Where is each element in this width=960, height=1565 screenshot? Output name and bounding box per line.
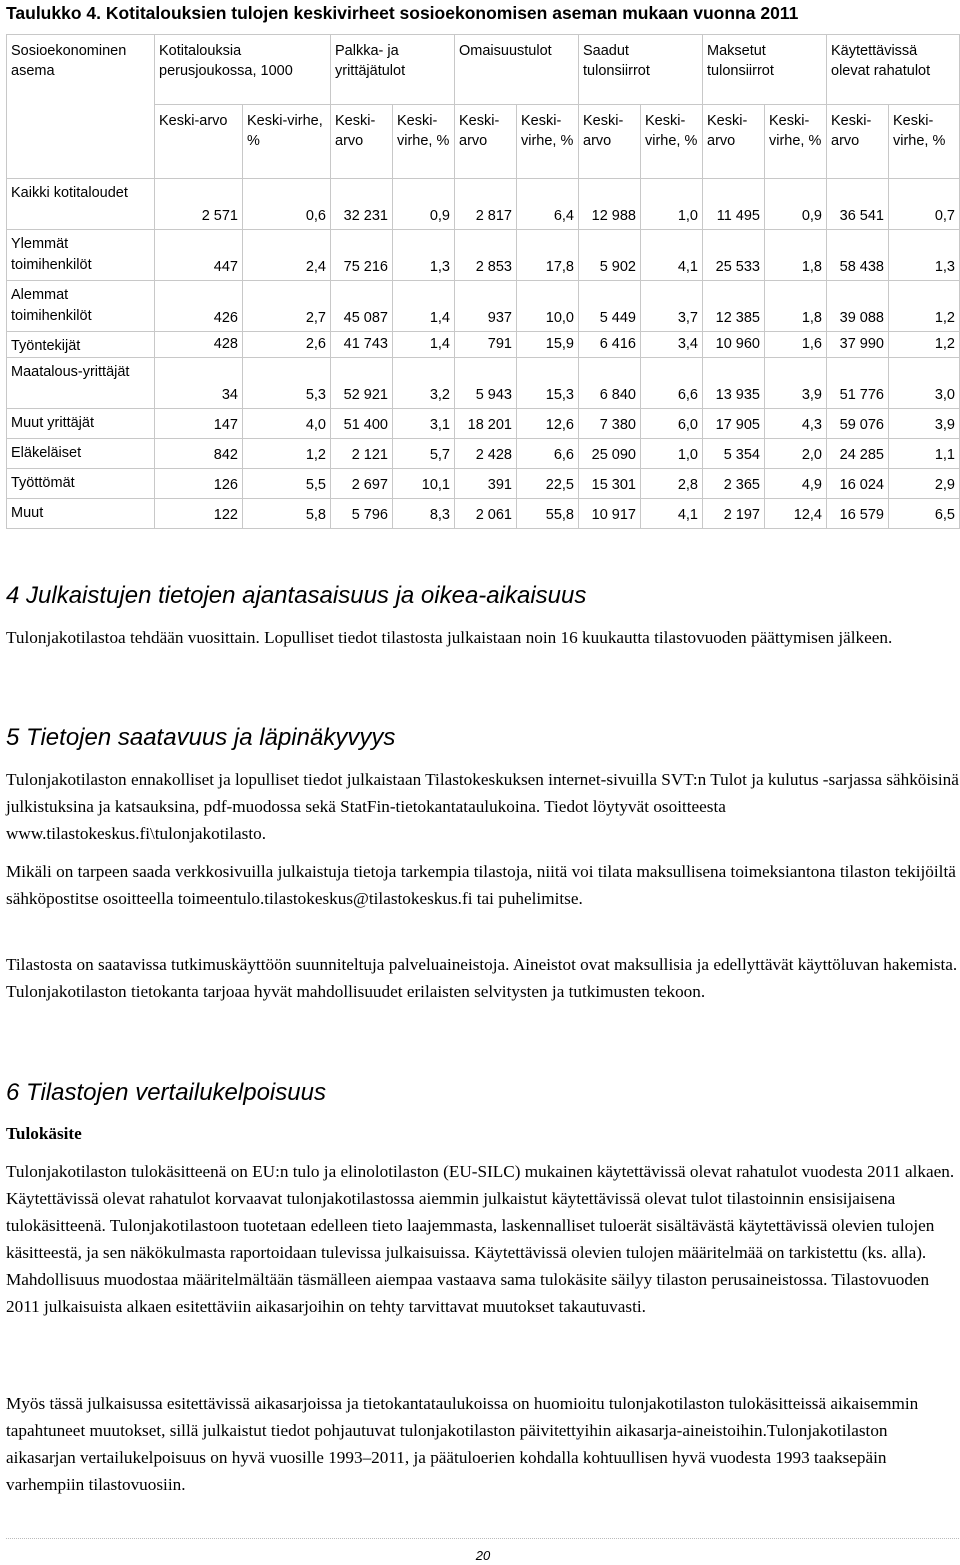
cell-error: 2,6 [243, 332, 331, 358]
cell-error: 2,4 [243, 230, 331, 281]
table-row [7, 358, 960, 409]
cell-error: 12,6 [517, 409, 579, 439]
cell-mean: 5 943 [455, 358, 517, 409]
subheader-error: Keski-virhe, % [243, 105, 331, 179]
cell-mean: 25 090 [579, 439, 641, 469]
cell-mean: 13 935 [703, 358, 765, 409]
row-label: Alemmat toimihenkilöt [7, 281, 155, 332]
cell-error: 0,9 [393, 179, 455, 230]
row-label: Kaikki kotitaloudet [7, 179, 155, 230]
cell-mean: 16 579 [827, 499, 889, 529]
cell-mean: 7 380 [579, 409, 641, 439]
cell-mean: 15 301 [579, 469, 641, 499]
table-row [7, 230, 960, 281]
cell-error: 1,3 [889, 230, 960, 281]
page-number: 20 [475, 1548, 491, 1563]
cell-error: 2,7 [243, 281, 331, 332]
cell-mean: 12 385 [703, 281, 765, 332]
cell-error: 3,4 [641, 332, 703, 358]
cell-error: 1,2 [889, 281, 960, 332]
subheader-error: Keski-virhe, % [517, 105, 579, 179]
subheader-error: Keski-virhe, % [765, 105, 827, 179]
cell-error: 1,8 [765, 281, 827, 332]
table-row [7, 332, 960, 358]
cell-mean: 11 495 [703, 179, 765, 230]
section-6-paragraph-2: Myös tässä julkaisussa esitettävissä aikasarjoissa ja tietokantataulukoissa on huomioitu tulonjakotilaston tulokäsitteissä aikaisemmin tapahtuneet muutokset, sillä julkaistut tiedot pohjautuvat tulonjakotilaston päivitettyihin aikasarja-aineistoihin.Tulonjakotilaston aikasarjan vertailukelpoisuus on hyvä vuosille 1993–2011, ja päätuloerien kohdalla kohtuullisen hyvä vuodesta 1993 taaksepäin varhempiin tilastovuosiin. [6, 1394, 919, 1494]
subheader-mean: Keski-arvo [827, 105, 889, 179]
cell-mean: 41 743 [331, 332, 393, 358]
cell-error: 15,3 [517, 358, 579, 409]
cell-mean: 2 853 [455, 230, 517, 281]
cell-mean: 39 088 [827, 281, 889, 332]
cell-error: 4,9 [765, 469, 827, 499]
section-5-paragraph-2: Mikäli on tarpeen saada verkkosivuilla julkaistuja tietoja tarkempia tilastoja, niitä voi tilata maksullisena toimeksiantona tilaston tekijöiltä sähköpostitse osoitteella toimeentulo.tilastokeskus@tilastokeskus.fi tai puhelimitse. [6, 862, 956, 908]
cell-mean: 428 [155, 332, 243, 358]
cell-mean: 10 917 [579, 499, 641, 529]
row-label: Maatalous-yrittäjät [7, 358, 155, 409]
cell-error: 1,1 [889, 439, 960, 469]
cell-error: 5,3 [243, 358, 331, 409]
cell-mean: 51 400 [331, 409, 393, 439]
cell-mean: 59 076 [827, 409, 889, 439]
cell-mean: 37 990 [827, 332, 889, 358]
cell-error: 1,2 [889, 332, 960, 358]
section-6-paragraph-1: Tulonjakotilaston tulokäsitteenä on EU:n tulo ja elinolotilaston (EU-SILC) mukainen käytettävissä olevat rahatulot vuodesta 2011 alkaen. Käytettävissä olevat rahatulot korvaavat tulonjakotilastossa aiemmin julkaistut käytettävissä olevat tulot tilastoinnin ensisijaisena tulokäsitteenä. Tulonjakotilastoon tuotetaan edelleen tieto laajemmasta, laskennalliset tuloerät sisältävästä käytettävissä olevien tulojen käsitteestä, ja sen näkökulmasta raportoidaan tulevissa julkaisuissa. Käytettävissä olevien tulojen määritelmää on tarkistettu (ks. alla). Mahdollisuus muodostaa määritelmältään täsmälleen aiempaa vastaava sama tulokäsite säilyy tilaston perusaineistossa. Tilastovuoden 2011 julkaisuista alkaen esitettäviin aikasarjoihin on tehty tarvittavat muutokset takautuvasti. [6, 1162, 955, 1316]
cell-mean: 6 840 [579, 358, 641, 409]
cell-mean: 16 024 [827, 469, 889, 499]
cell-error: 17,8 [517, 230, 579, 281]
subheader-error: Keski-virhe, % [393, 105, 455, 179]
cell-error: 3,9 [889, 409, 960, 439]
cell-mean: 2 061 [455, 499, 517, 529]
cell-error: 22,5 [517, 469, 579, 499]
cell-error: 2,0 [765, 439, 827, 469]
row-label: Työntekijät [7, 332, 155, 358]
cell-mean: 18 201 [455, 409, 517, 439]
cell-mean: 842 [155, 439, 243, 469]
section-5-paragraph-3: Tilastosta on saatavissa tutkimuskäyttöön suunniteltuja palveluaineistoja. Aineistot ovat maksullisia ja edellyttävät käyttöluvan hakemista. Tulonjakotilaston tietokanta tarjoaa hyvät mahdollisuudet erilaisten selvitysten ja tutkimusten tekoon. [6, 955, 958, 1001]
cell-mean: 791 [455, 332, 517, 358]
cell-mean: 32 231 [331, 179, 393, 230]
subheader-error: Keski-virhe, % [641, 105, 703, 179]
table-row [7, 439, 960, 469]
section-5-heading: 5 Tietojen saatavuus ja läpinäkyvyys [6, 724, 396, 751]
row-label: Ylemmät toimihenkilöt [7, 230, 155, 281]
cell-mean: 6 416 [579, 332, 641, 358]
cell-error: 6,5 [889, 499, 960, 529]
cell-error: 55,8 [517, 499, 579, 529]
cell-error: 1,4 [393, 281, 455, 332]
cell-mean: 12 988 [579, 179, 641, 230]
cell-mean: 5 354 [703, 439, 765, 469]
col-header-disposable-income: Käytettävissä olevat rahatulot [827, 35, 960, 105]
cell-mean: 58 438 [827, 230, 889, 281]
cell-error: 3,0 [889, 358, 960, 409]
cell-mean: 5 902 [579, 230, 641, 281]
section-4-paragraph-1: Tulonjakotilastoa tehdään vuosittain. Lopulliset tiedot tilastosta julkaistaan noin 16 kuukautta tilastovuoden päättymisen jälkeen. [6, 628, 893, 647]
cell-mean: 17 905 [703, 409, 765, 439]
cell-mean: 25 533 [703, 230, 765, 281]
cell-error: 15,9 [517, 332, 579, 358]
section-4-heading: 4 Julkaistujen tietojen ajantasaisuus ja oikea-aikaisuus [6, 582, 587, 609]
cell-error: 4,1 [641, 230, 703, 281]
col-header-transfers-paid: Maksetut tulonsiirrot [703, 35, 827, 105]
table-row [7, 499, 960, 529]
cell-error: 2,9 [889, 469, 960, 499]
cell-mean: 5 449 [579, 281, 641, 332]
table-caption: Taulukko 4. Kotitalouksien tulojen keskivirheet sosioekonomisen aseman mukaan vuonna 2011 [6, 3, 799, 23]
cell-error: 1,2 [243, 439, 331, 469]
table-row [7, 281, 960, 332]
subheader-error: Keski-virhe, % [889, 105, 960, 179]
table-row [7, 469, 960, 499]
cell-mean: 937 [455, 281, 517, 332]
cell-mean: 147 [155, 409, 243, 439]
subheader-mean: Keski-arvo [455, 105, 517, 179]
col-header-households: Kotitalouksia perusjoukossa, 1000 [155, 35, 331, 105]
subheader-mean: Keski-arvo [331, 105, 393, 179]
cell-mean: 2 571 [155, 179, 243, 230]
table-row [7, 179, 960, 230]
cell-error: 6,6 [641, 358, 703, 409]
cell-error: 1,0 [641, 439, 703, 469]
cell-mean: 2 365 [703, 469, 765, 499]
cell-error: 5,5 [243, 469, 331, 499]
cell-error: 2,8 [641, 469, 703, 499]
cell-error: 0,9 [765, 179, 827, 230]
cell-error: 5,7 [393, 439, 455, 469]
subheader-mean: Keski-arvo [155, 105, 243, 179]
cell-mean: 122 [155, 499, 243, 529]
cell-error: 1,0 [641, 179, 703, 230]
cell-mean: 75 216 [331, 230, 393, 281]
cell-mean: 2 121 [331, 439, 393, 469]
income-error-table [6, 34, 960, 529]
row-label: Muut yrittäjät [7, 409, 155, 439]
section-6-heading: 6 Tilastojen vertailukelpoisuus [6, 1079, 326, 1106]
cell-mean: 36 541 [827, 179, 889, 230]
cell-error: 5,8 [243, 499, 331, 529]
cell-mean: 5 796 [331, 499, 393, 529]
cell-mean: 51 776 [827, 358, 889, 409]
cell-error: 6,6 [517, 439, 579, 469]
col-header-transfers-received: Saadut tulonsiirrot [579, 35, 703, 105]
table-row [7, 409, 960, 439]
cell-error: 6,4 [517, 179, 579, 230]
cell-mean: 52 921 [331, 358, 393, 409]
cell-error: 1,6 [765, 332, 827, 358]
cell-error: 3,1 [393, 409, 455, 439]
cell-error: 6,0 [641, 409, 703, 439]
col-header-socioeconomic: Sosioekonominen asema [7, 35, 155, 179]
cell-error: 1,4 [393, 332, 455, 358]
cell-error: 0,7 [889, 179, 960, 230]
cell-mean: 126 [155, 469, 243, 499]
section-5-paragraph-1: Tulonjakotilaston ennakolliset ja lopulliset tiedot julkaistaan Tilastokeskuksen internet-sivuilla SVT:n Tulot ja kulutus -sarjassa sähköisinä julkistuksina ja katsauksina, pdf-muodossa sekä StatFin-tietokantataulukoina. Tiedot löytyvät osoitteesta www.tilastokeskus.fi\tulonjakotilasto. [6, 770, 959, 843]
cell-mean: 2 817 [455, 179, 517, 230]
cell-error: 0,6 [243, 179, 331, 230]
cell-mean: 2 197 [703, 499, 765, 529]
cell-error: 10,1 [393, 469, 455, 499]
cell-error: 10,0 [517, 281, 579, 332]
cell-error: 3,7 [641, 281, 703, 332]
cell-error: 4,3 [765, 409, 827, 439]
col-header-wage-income: Palkka- ja yrittäjätulot [331, 35, 455, 105]
cell-error: 4,1 [641, 499, 703, 529]
cell-error: 1,3 [393, 230, 455, 281]
subheader-mean: Keski-arvo [703, 105, 765, 179]
footer-divider [6, 1538, 959, 1539]
cell-mean: 24 285 [827, 439, 889, 469]
cell-mean: 2 428 [455, 439, 517, 469]
cell-error: 8,3 [393, 499, 455, 529]
cell-mean: 426 [155, 281, 243, 332]
cell-mean: 45 087 [331, 281, 393, 332]
cell-mean: 391 [455, 469, 517, 499]
cell-mean: 10 960 [703, 332, 765, 358]
row-label: Muut [7, 499, 155, 529]
cell-error: 12,4 [765, 499, 827, 529]
col-header-property-income: Omaisuustulot [455, 35, 579, 105]
cell-mean: 34 [155, 358, 243, 409]
row-label: Eläkeläiset [7, 439, 155, 469]
cell-error: 3,2 [393, 358, 455, 409]
cell-error: 4,0 [243, 409, 331, 439]
section-6-subheading: Tulokäsite [6, 1124, 82, 1143]
cell-error: 1,8 [765, 230, 827, 281]
row-label: Työttömät [7, 469, 155, 499]
cell-mean: 447 [155, 230, 243, 281]
subheader-mean: Keski-arvo [579, 105, 641, 179]
cell-mean: 2 697 [331, 469, 393, 499]
cell-error: 3,9 [765, 358, 827, 409]
